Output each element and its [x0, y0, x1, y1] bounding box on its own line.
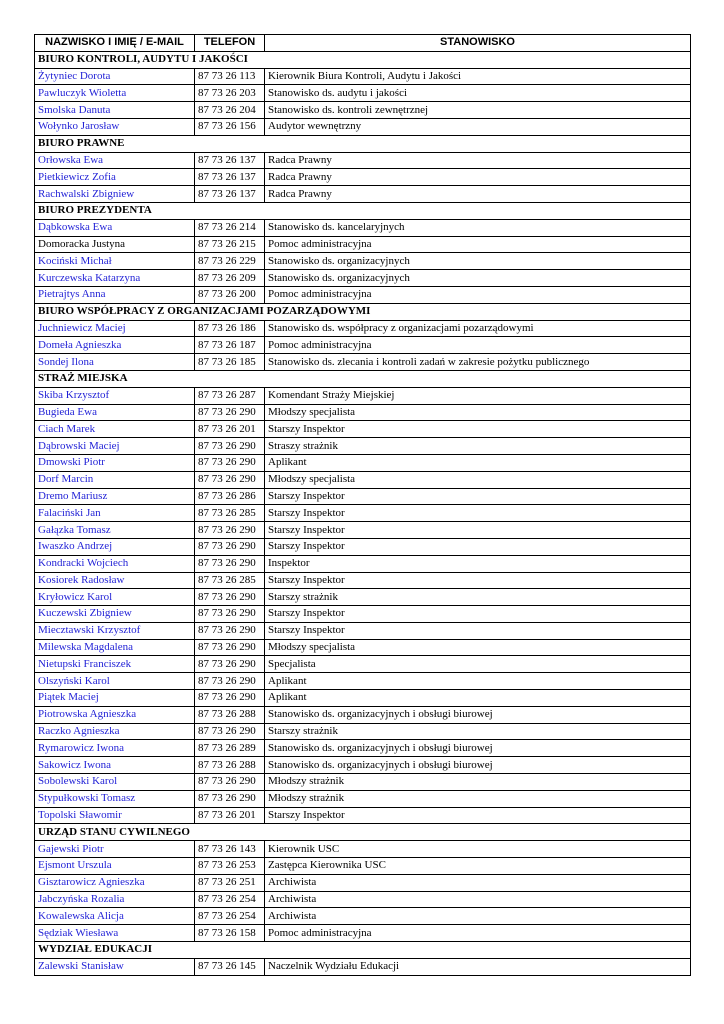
section-title: WYDZIAŁ EDUKACJI — [35, 942, 691, 959]
table-row — [35, 186, 691, 203]
table-row — [35, 606, 691, 623]
employee-email-link[interactable]: Kuczewski Zbigniew — [35, 606, 195, 623]
employee-email-link[interactable]: Juchniewicz Maciej — [35, 320, 195, 337]
employee-phone: 87 73 26 290 — [195, 454, 265, 471]
employee-phone: 87 73 26 229 — [195, 253, 265, 270]
table-row — [35, 673, 691, 690]
employee-email-link[interactable]: Wołynko Jarosław — [35, 118, 195, 135]
employee-phone: 87 73 26 287 — [195, 387, 265, 404]
section-row — [35, 370, 691, 387]
table-row — [35, 387, 691, 404]
employee-phone: 87 73 26 200 — [195, 286, 265, 303]
employee-position: Starszy Inspektor — [265, 622, 691, 639]
employee-position: Radca Prawny — [265, 169, 691, 186]
table-row — [35, 858, 691, 875]
employee-position: Archiwista — [265, 891, 691, 908]
employee-position: Stanowisko ds. audytu i jakości — [265, 85, 691, 102]
employee-phone: 87 73 26 185 — [195, 354, 265, 371]
section-title: BIURO WSPÓŁPRACY Z ORGANIZACJAMI POZARZĄDOWYMI — [35, 303, 691, 320]
employee-email-link[interactable]: Kondracki Wojciech — [35, 555, 195, 572]
table-row — [35, 706, 691, 723]
table-row — [35, 354, 691, 371]
employee-position: Stanowisko ds. współpracy z organizacjami pozarządowymi — [265, 320, 691, 337]
section-title: BIURO KONTROLI, AUDYTU I JAKOŚCI — [35, 51, 691, 68]
employee-email-link[interactable]: Stypułkowski Tomasz — [35, 790, 195, 807]
employee-position: Starszy strażnik — [265, 589, 691, 606]
employee-phone: 87 73 26 201 — [195, 807, 265, 824]
employee-phone: 87 73 26 288 — [195, 706, 265, 723]
employee-email-link[interactable]: Piotrowska Agnieszka — [35, 706, 195, 723]
employee-email-link[interactable]: Iwaszko Andrzej — [35, 538, 195, 555]
section-title: BIURO PREZYDENTA — [35, 202, 691, 219]
employee-position: Archiwista — [265, 908, 691, 925]
table-row — [35, 589, 691, 606]
employee-phone: 87 73 26 290 — [195, 538, 265, 555]
employee-phone: 87 73 26 187 — [195, 337, 265, 354]
table-row — [35, 236, 691, 253]
employee-phone: 87 73 26 289 — [195, 740, 265, 757]
table-row — [35, 152, 691, 169]
employee-email-link[interactable]: Dąbkowska Ewa — [35, 219, 195, 236]
table-row — [35, 874, 691, 891]
employee-email-link[interactable]: Milewska Magdalena — [35, 639, 195, 656]
employee-phone: 87 73 26 254 — [195, 891, 265, 908]
table-row — [35, 622, 691, 639]
section-row — [35, 202, 691, 219]
employee-position: Młodszy specjalista — [265, 639, 691, 656]
employee-position: Stanowisko ds. organizacyjnych i obsługi biurowej — [265, 740, 691, 757]
employee-phone: 87 73 26 286 — [195, 488, 265, 505]
employee-email-link[interactable]: Zalewski Stanisław — [35, 958, 195, 975]
position-column-header: STANOWISKO — [265, 35, 691, 52]
employee-position: Starszy Inspektor — [265, 606, 691, 623]
employee-phone: 87 73 26 290 — [195, 639, 265, 656]
table-row — [35, 488, 691, 505]
section-title: URZĄD STANU CYWILNEGO — [35, 824, 691, 841]
employee-email-link[interactable]: Skiba Krzysztof — [35, 387, 195, 404]
employee-phone: 87 73 26 290 — [195, 471, 265, 488]
employee-email-link[interactable]: Gałązka Tomasz — [35, 522, 195, 539]
employee-email-link[interactable]: Smolska Danuta — [35, 102, 195, 119]
employee-phone: 87 73 26 290 — [195, 589, 265, 606]
section-title: STRAŻ MIEJSKA — [35, 370, 691, 387]
employee-email-link[interactable]: Sobolewski Karol — [35, 774, 195, 791]
employee-phone: 87 73 26 285 — [195, 572, 265, 589]
employee-phone: 87 73 26 143 — [195, 841, 265, 858]
employee-email-link[interactable]: Kryłowicz Karol — [35, 589, 195, 606]
employee-position: Starszy Inspektor — [265, 572, 691, 589]
header-row — [35, 35, 691, 52]
employee-phone: 87 73 26 253 — [195, 858, 265, 875]
employee-position: Stanowisko ds. organizacyjnych — [265, 270, 691, 287]
employee-position: Aplikant — [265, 690, 691, 707]
table-row — [35, 454, 691, 471]
employee-position: Starszy Inspektor — [265, 505, 691, 522]
employee-email-link[interactable]: Sakowicz Iwona — [35, 757, 195, 774]
table-body — [35, 51, 691, 975]
employee-position: Radca Prawny — [265, 186, 691, 203]
staff-directory-table — [34, 34, 691, 976]
employee-email-link[interactable]: Orłowska Ewa — [35, 152, 195, 169]
employee-position: Pomoc administracyjna — [265, 286, 691, 303]
section-row — [35, 51, 691, 68]
employee-phone: 87 73 26 290 — [195, 673, 265, 690]
employee-position: Młodszy specjalista — [265, 404, 691, 421]
employee-position: Młodszy strażnik — [265, 774, 691, 791]
employee-name: Domoracka Justyna — [35, 236, 195, 253]
employee-phone: 87 73 26 137 — [195, 186, 265, 203]
table-row — [35, 790, 691, 807]
employee-email-link[interactable]: Ciach Marek — [35, 421, 195, 438]
employee-email-link[interactable]: Dąbrowski Maciej — [35, 438, 195, 455]
employee-position: Aplikant — [265, 454, 691, 471]
employee-position: Specjalista — [265, 656, 691, 673]
employee-email-link[interactable]: Piątek Maciej — [35, 690, 195, 707]
table-row — [35, 505, 691, 522]
table-row — [35, 740, 691, 757]
table-row — [35, 757, 691, 774]
employee-phone: 87 73 26 290 — [195, 622, 265, 639]
employee-phone: 87 73 26 290 — [195, 438, 265, 455]
table-row — [35, 572, 691, 589]
employee-phone: 87 73 26 137 — [195, 152, 265, 169]
employee-email-link[interactable]: Rymarowicz Iwona — [35, 740, 195, 757]
table-row — [35, 320, 691, 337]
employee-email-link[interactable]: Bugieda Ewa — [35, 404, 195, 421]
section-row — [35, 824, 691, 841]
table-row — [35, 891, 691, 908]
employee-email-link[interactable]: Domeła Agnieszka — [35, 337, 195, 354]
employee-email-link[interactable]: Sondej Ilona — [35, 354, 195, 371]
employee-email-link[interactable]: Dremo Mariusz — [35, 488, 195, 505]
table-row — [35, 404, 691, 421]
section-row — [35, 135, 691, 152]
employee-phone: 87 73 26 290 — [195, 774, 265, 791]
table-row — [35, 68, 691, 85]
table-row — [35, 639, 691, 656]
employee-position: Pomoc administracyjna — [265, 337, 691, 354]
employee-phone: 87 73 26 145 — [195, 958, 265, 975]
employee-phone: 87 73 26 290 — [195, 555, 265, 572]
table-row — [35, 421, 691, 438]
employee-position: Kierownik USC — [265, 841, 691, 858]
table-row — [35, 102, 691, 119]
employee-position: Stanowisko ds. organizacyjnych i obsługi biurowej — [265, 757, 691, 774]
employee-phone: 87 73 26 214 — [195, 219, 265, 236]
employee-phone: 87 73 26 113 — [195, 68, 265, 85]
employee-phone: 87 73 26 186 — [195, 320, 265, 337]
table-row — [35, 538, 691, 555]
employee-email-link[interactable]: Falaciński Jan — [35, 505, 195, 522]
employee-position: Kierownik Biura Kontroli, Audytu i Jakości — [265, 68, 691, 85]
employee-email-link[interactable]: Kowalewska Alicja — [35, 908, 195, 925]
employee-position: Aplikant — [265, 673, 691, 690]
employee-position: Stanowisko ds. kancelaryjnych — [265, 219, 691, 236]
employee-position: Młodszy specjalista — [265, 471, 691, 488]
table-row — [35, 807, 691, 824]
table-row — [35, 774, 691, 791]
employee-phone: 87 73 26 290 — [195, 790, 265, 807]
table-row — [35, 908, 691, 925]
table-row — [35, 471, 691, 488]
employee-position: Stanowisko ds. kontroli zewnętrznej — [265, 102, 691, 119]
employee-position: Komendant Straży Miejskiej — [265, 387, 691, 404]
employee-email-link[interactable]: Kosiorek Radosław — [35, 572, 195, 589]
section-row — [35, 303, 691, 320]
table-row — [35, 253, 691, 270]
employee-position: Starszy Inspektor — [265, 421, 691, 438]
employee-position: Pomoc administracyjna — [265, 925, 691, 942]
table-row — [35, 85, 691, 102]
employee-phone: 87 73 26 288 — [195, 757, 265, 774]
employee-phone: 87 73 26 137 — [195, 169, 265, 186]
employee-phone: 87 73 26 203 — [195, 85, 265, 102]
employee-email-link[interactable]: Ejsmont Urszula — [35, 858, 195, 875]
employee-phone: 87 73 26 290 — [195, 404, 265, 421]
employee-email-link[interactable]: Pawluczyk Wioletta — [35, 85, 195, 102]
employee-position: Naczelnik Wydziału Edukacji — [265, 958, 691, 975]
employee-phone: 87 73 26 290 — [195, 656, 265, 673]
employee-phone: 87 73 26 290 — [195, 606, 265, 623]
table-row — [35, 169, 691, 186]
employee-phone: 87 73 26 158 — [195, 925, 265, 942]
employee-position: Straszy strażnik — [265, 438, 691, 455]
table-row — [35, 925, 691, 942]
employee-email-link[interactable]: Rachwalski Zbigniew — [35, 186, 195, 203]
table-header — [35, 35, 691, 52]
employee-position: Starszy Inspektor — [265, 807, 691, 824]
table-row — [35, 723, 691, 740]
section-title: BIURO PRAWNE — [35, 135, 691, 152]
employee-position: Stanowisko ds. organizacyjnych i obsługi biurowej — [265, 706, 691, 723]
section-row — [35, 942, 691, 959]
name-column-header: NAZWISKO I IMIĘ / E-MAIL — [35, 35, 195, 52]
employee-email-link[interactable]: Pietrajtys Anna — [35, 286, 195, 303]
employee-phone: 87 73 26 215 — [195, 236, 265, 253]
table-row — [35, 270, 691, 287]
employee-email-link[interactable]: Gisztarowicz Agnieszka — [35, 874, 195, 891]
employee-phone: 87 73 26 156 — [195, 118, 265, 135]
employee-phone: 87 73 26 290 — [195, 690, 265, 707]
employee-email-link[interactable]: Gajewski Piotr — [35, 841, 195, 858]
employee-email-link[interactable]: Sędziak Wiesława — [35, 925, 195, 942]
employee-position: Stanowisko ds. zlecania i kontroli zadań w zakresie pożytku publicznego — [265, 354, 691, 371]
employee-position: Starszy Inspektor — [265, 522, 691, 539]
employee-phone: 87 73 26 251 — [195, 874, 265, 891]
employee-position: Starszy Inspektor — [265, 488, 691, 505]
table-row — [35, 337, 691, 354]
employee-position: Inspektor — [265, 555, 691, 572]
employee-position: Audytor wewnętrzny — [265, 118, 691, 135]
employee-email-link[interactable]: Żytyniec Dorota — [35, 68, 195, 85]
table-row — [35, 555, 691, 572]
employee-position: Radca Prawny — [265, 152, 691, 169]
employee-phone: 87 73 26 285 — [195, 505, 265, 522]
employee-email-link[interactable]: Pietkiewicz Zofia — [35, 169, 195, 186]
employee-email-link[interactable]: Kociński Michał — [35, 253, 195, 270]
employee-email-link[interactable]: Olszyński Karol — [35, 673, 195, 690]
employee-phone: 87 73 26 204 — [195, 102, 265, 119]
employee-phone: 87 73 26 254 — [195, 908, 265, 925]
table-row — [35, 522, 691, 539]
employee-phone: 87 73 26 290 — [195, 522, 265, 539]
employee-position: Młodszy strażnik — [265, 790, 691, 807]
employee-phone: 87 73 26 209 — [195, 270, 265, 287]
employee-position: Zastępca Kierownika USC — [265, 858, 691, 875]
table-row — [35, 841, 691, 858]
employee-email-link[interactable]: Dorf Marcin — [35, 471, 195, 488]
employee-email-link[interactable]: Dmowski Piotr — [35, 454, 195, 471]
employee-position: Starszy Inspektor — [265, 538, 691, 555]
employee-position: Starszy strażnik — [265, 723, 691, 740]
phone-column-header: TELEFON — [195, 35, 265, 52]
employee-email-link[interactable]: Nietupski Franciszek — [35, 656, 195, 673]
employee-email-link[interactable]: Kurczewska Katarzyna — [35, 270, 195, 287]
employee-email-link[interactable]: Jabczyńska Rozalia — [35, 891, 195, 908]
employee-email-link[interactable]: Miecztawski Krzysztof — [35, 622, 195, 639]
table-row — [35, 219, 691, 236]
table-row — [35, 690, 691, 707]
table-row — [35, 958, 691, 975]
table-row — [35, 286, 691, 303]
employee-phone: 87 73 26 290 — [195, 723, 265, 740]
employee-phone: 87 73 26 201 — [195, 421, 265, 438]
employee-email-link[interactable]: Topolski Sławomir — [35, 807, 195, 824]
employee-position: Archiwista — [265, 874, 691, 891]
employee-email-link[interactable]: Raczko Agnieszka — [35, 723, 195, 740]
table-row — [35, 118, 691, 135]
table-row — [35, 656, 691, 673]
employee-position: Pomoc administracyjna — [265, 236, 691, 253]
table-row — [35, 438, 691, 455]
employee-position: Stanowisko ds. organizacyjnych — [265, 253, 691, 270]
